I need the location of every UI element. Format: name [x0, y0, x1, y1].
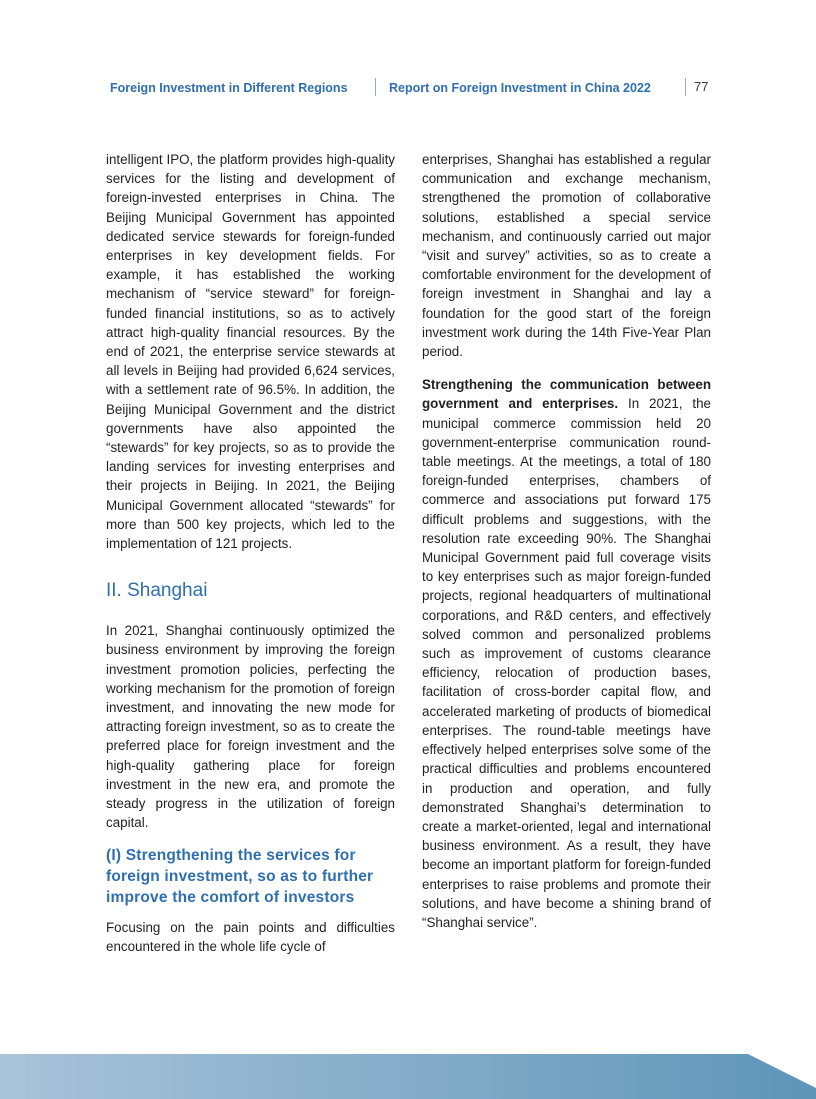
section-title: Foreign Investment in Different Regions — [110, 81, 348, 95]
report-title: Report on Foreign Investment in China 2022 — [389, 81, 651, 95]
paragraph-lead: Strengthening the communication between government and enterprises. — [422, 377, 711, 412]
page-number: 77 — [694, 79, 709, 94]
page-header — [0, 78, 816, 98]
header-divider — [375, 78, 376, 96]
body-paragraph: In 2021, Shanghai continuously optimized the business environment by improving the foreign investment promotion policies, perfecting the working mechanism for the promotion of foreign investment, and innovating the new mode for attracting foreign investment, so as to create the preferred place for foreign investment and the high-quality gathering place for foreign investment in the new era, and promote the steady progress in the utilization of foreign capital. — [106, 623, 395, 831]
header-divider — [685, 78, 686, 96]
body-paragraph: Focusing on the pain points and difficulties encountered in the whole life cycle of — [106, 919, 395, 954]
subsection-heading: (I) Strengthening the services for foreign investment, so as to further improve the comfort of investors — [106, 846, 374, 906]
paragraph-body: In 2021, the municipal commerce commission held 20 government-enterprise communication round-table meetings. At the meetings, a total of 180 foreign-funded enterprises, chambers of commerce and associations put forward 175 difficult problems and suggestions, with the resolution rate exceeding 90%. The Shanghai Municipal Government paid full coverage visits to key enterprises such as major foreign-funded projects, regional headquarters of multinational corporations, and R&D centers, and effectively solved common and personalized problems such as improvement of customs clearance efficiency, relocation of production bases, facilitation of cross-border capital flow, and accelerated marketing of products of biomedical enterprises. The round-table meetings have effectively helped enterprises solve some of the practical difficulties and problems encountered in production and operation, and fully demonstrated Shanghai’s determination to create a market-oriented, legal and international business environment. As a result, they have become an important platform for foreign-funded enterprises to raise problems and promote their solutions, and have become a shining brand of “Shanghai service”. — [422, 396, 712, 930]
body-paragraph: enterprises, Shanghai has established a regular communication and exchange mechanism, strengthened the promotion of collaborative solutions, established a special service mechanism, and continuously carried out major “visit and survey” activities, so as to create a comfortable environment for the development of foreign investment in Shanghai and lay a foundation for the good start of the foreign investment work during the 14th Five-Year Plan period. — [422, 152, 711, 360]
section-heading: II. Shanghai — [106, 580, 208, 602]
footer-band — [0, 1054, 816, 1099]
right-column — [422, 150, 711, 932]
body-paragraph: intelligent IPO, the platform provides high-quality services for the listing and development of foreign-invested enterprises in China. The Beijing Municipal Government has appointed dedicated service stewards for foreign-funded enterprises in key development fields. For example, it has established the working mechanism of “service steward” for foreign-funded financial institutions, so as to actively attract high-quality financial resources. By the end of 2021, the enterprise service stewards at all levels in Beijing had provided 6,624 services, with a settlement rate of 96.5%. In addition, the Beijing Municipal Government and the district governments have also appointed the “stewards” for key projects, so as to provide the landing services for investing enterprises and their projects in Beijing. In 2021, the Beijing Municipal Government allocated “stewards” for more than 500 key projects, which led to the implementation of 121 projects. — [106, 152, 395, 552]
body-paragraph — [422, 375, 711, 932]
left-column — [106, 150, 395, 956]
